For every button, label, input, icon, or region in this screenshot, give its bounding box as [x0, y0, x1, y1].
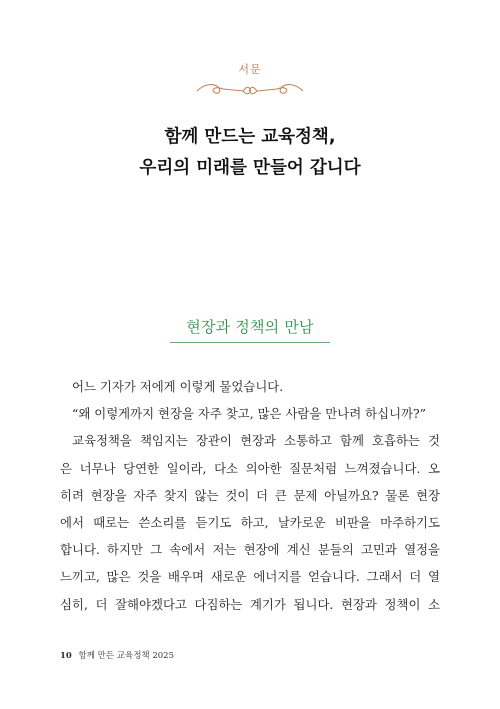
body-line: 교육정책을 책임지는 장관이 현장과 소통하고 함께 호흡하는 것 [72, 433, 440, 449]
page-footer [60, 649, 174, 661]
body-line: “왜 이렇게까지 현장을 자주 찾고, 많은 사람을 만나려 하십니까?” [72, 406, 426, 422]
body-line: 히려 현장을 자주 찾지 않는 것이 더 큰 문제 아닐까요? 물론 현장 [60, 487, 440, 503]
body-line: 합니다. 하지만 그 속에서 저는 현장에 계신 분들의 고민과 열정을 [60, 542, 440, 558]
book-title: 함께 만든 교육정책 2025 [78, 651, 174, 661]
body-line: 은 너무나 당연한 일이라, 다소 의아한 질문처럼 느껴졌습니다. 오 [60, 460, 440, 476]
body-line: 심히, 더 잘해야겠다고 다짐하는 계기가 됩니다. 현장과 정책이 소 [60, 596, 440, 612]
body-line: 어느 기자가 저에게 이렇게 물었습니다. [72, 379, 284, 394]
preface-title [0, 122, 500, 184]
title-line-2: 우리의 미래를 만들어 갑니다 [139, 158, 361, 178]
preface-label: 서문 [238, 63, 262, 76]
body-line: 에서 때로는 쓴소리를 듣기도 하고, 날카로운 비판을 마주하기도 [60, 514, 440, 530]
page-number: 10 [60, 651, 72, 661]
section-heading: 현장과 정책의 만남 [186, 318, 314, 336]
body-paragraphs [60, 373, 440, 618]
section-underline [170, 342, 330, 343]
flourish-ornament-icon [193, 80, 307, 98]
body-line: 느끼고, 많은 것을 배우며 새로운 에너지를 얻습니다. 그래서 더 열 [60, 569, 440, 585]
title-line-1: 함께 만드는 교육정책, [164, 127, 336, 147]
